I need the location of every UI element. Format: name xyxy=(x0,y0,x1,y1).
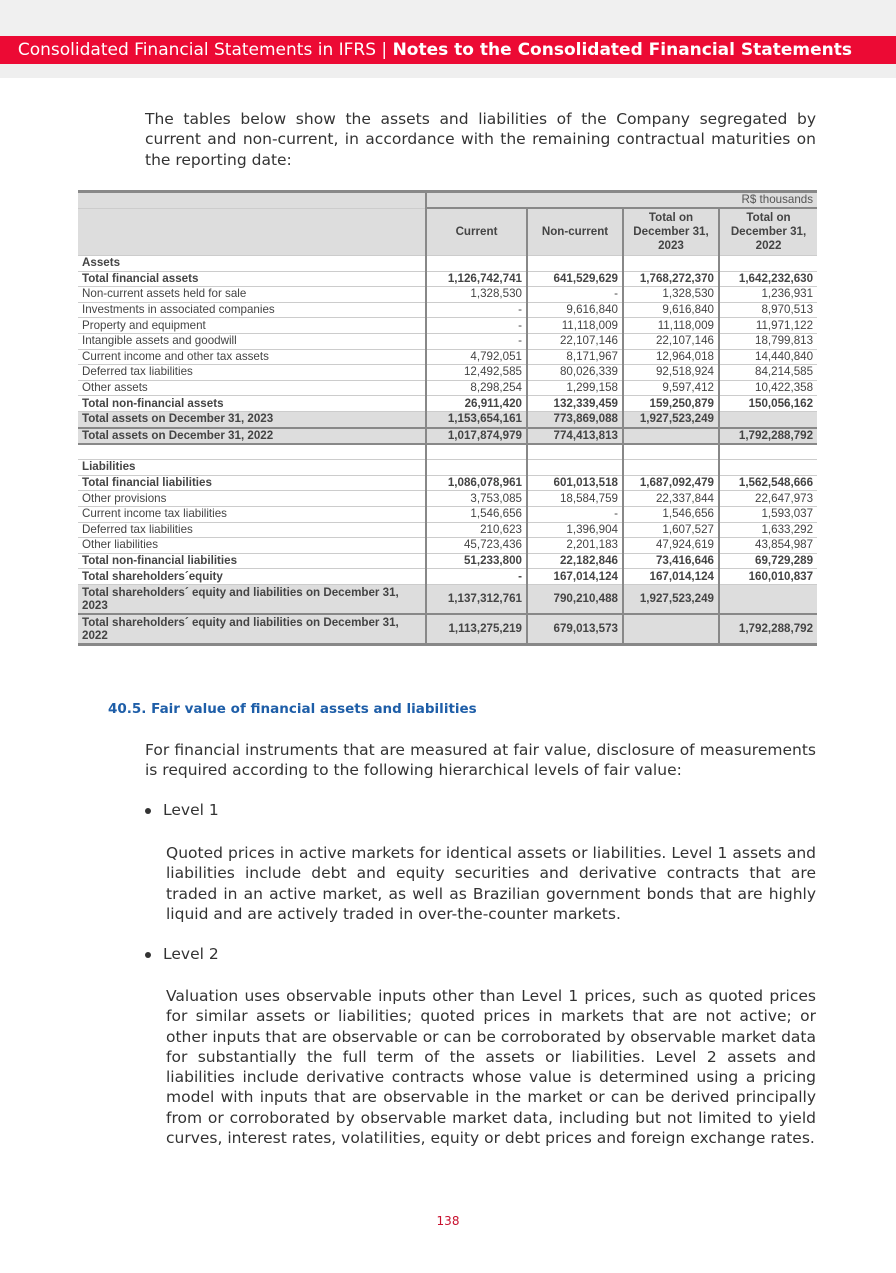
cell-value: 1,607,527 xyxy=(623,522,719,538)
row-label: Current income and other tax assets xyxy=(78,349,426,365)
table-row xyxy=(78,522,817,538)
row-label: Other provisions xyxy=(78,491,426,507)
table-row xyxy=(78,349,817,365)
cell-value: 601,013,518 xyxy=(527,475,623,491)
cell-value: 22,647,973 xyxy=(719,491,817,507)
header-left: Consolidated Financial Statements in IFRS xyxy=(17,40,377,60)
cell-value: 1,396,904 xyxy=(527,522,623,538)
cell-value: 1,768,272,370 xyxy=(623,271,719,287)
row-label: Liabilities xyxy=(78,460,426,476)
col-total-2022: Total on December 31, 2022 xyxy=(719,208,817,256)
cell-value: 1,687,092,479 xyxy=(623,475,719,491)
cell-value xyxy=(719,444,817,460)
table-row xyxy=(78,271,817,287)
cell-value: 8,298,254 xyxy=(426,380,527,396)
cell-value: - xyxy=(527,287,623,303)
cell-value: 9,597,412 xyxy=(623,380,719,396)
assets-liabilities-table xyxy=(78,190,817,646)
cell-value xyxy=(719,256,817,272)
cell-value: 4,792,051 xyxy=(426,349,527,365)
cell-value: 1,328,530 xyxy=(426,287,527,303)
table-row xyxy=(78,475,817,491)
cell-value: 11,971,122 xyxy=(719,318,817,334)
cell-value: 167,014,124 xyxy=(527,569,623,585)
cell-value: 69,729,289 xyxy=(719,553,817,569)
cell-value: 11,118,009 xyxy=(623,318,719,334)
cell-value: 92,518,924 xyxy=(623,365,719,381)
cell-value: - xyxy=(527,506,623,522)
bullet-icon xyxy=(145,952,151,958)
cell-value xyxy=(426,460,527,476)
cell-value: 84,214,585 xyxy=(719,365,817,381)
row-label xyxy=(78,444,426,460)
cell-value xyxy=(623,428,719,445)
cell-value: 1,153,654,161 xyxy=(426,411,527,427)
row-label: Total assets on December 31, 2023 xyxy=(78,411,426,427)
cell-value: 1,593,037 xyxy=(719,506,817,522)
unit-row xyxy=(78,192,817,209)
cell-value: 80,026,339 xyxy=(527,365,623,381)
header-row xyxy=(78,208,817,256)
cell-value: 1,299,158 xyxy=(527,380,623,396)
cell-value: 8,970,513 xyxy=(719,302,817,318)
table-row xyxy=(78,302,817,318)
table-row xyxy=(78,396,817,412)
col-current: Current xyxy=(426,208,527,256)
table-row xyxy=(78,569,817,585)
cell-value: 18,584,759 xyxy=(527,491,623,507)
cell-value: 774,413,813 xyxy=(527,428,623,445)
cell-value xyxy=(623,256,719,272)
cell-value: 773,869,088 xyxy=(527,411,623,427)
table-row xyxy=(78,584,817,614)
table-row xyxy=(78,380,817,396)
cell-value: 679,013,573 xyxy=(527,614,623,645)
cell-value: 45,723,436 xyxy=(426,538,527,554)
table-row xyxy=(78,553,817,569)
intro-paragraph: The tables below show the assets and liabilities of the Company segregated by current and non-current, in accordance with the remaining contractual maturities on the reporting date: xyxy=(145,110,816,169)
cell-value: 1,328,530 xyxy=(623,287,719,303)
table-row xyxy=(78,411,817,427)
cell-value: - xyxy=(426,569,527,585)
table-row xyxy=(78,460,817,476)
table-row xyxy=(78,538,817,554)
cell-value xyxy=(426,256,527,272)
row-label: Deferred tax liabilities xyxy=(78,522,426,538)
cell-value: 167,014,124 xyxy=(623,569,719,585)
cell-value: 159,250,879 xyxy=(623,396,719,412)
row-label: Current income tax liabilities xyxy=(78,506,426,522)
cell-value: 12,964,018 xyxy=(623,349,719,365)
cell-value xyxy=(527,444,623,460)
cell-value: 22,107,146 xyxy=(527,333,623,349)
row-label: Intangible assets and goodwill xyxy=(78,333,426,349)
cell-value: 150,056,162 xyxy=(719,396,817,412)
table-row xyxy=(78,491,817,507)
cell-value: 47,924,619 xyxy=(623,538,719,554)
col-total-2023: Total on December 31, 2023 xyxy=(623,208,719,256)
cell-value: 1,546,656 xyxy=(426,506,527,522)
row-label: Total non-financial liabilities xyxy=(78,553,426,569)
cell-value: 1,017,874,979 xyxy=(426,428,527,445)
table-row xyxy=(78,428,817,445)
level-1-label: Level 1 xyxy=(163,801,219,819)
cell-value: 1,113,275,219 xyxy=(426,614,527,645)
cell-value: 8,171,967 xyxy=(527,349,623,365)
cell-value: 1,642,232,630 xyxy=(719,271,817,287)
table-row xyxy=(78,506,817,522)
row-label: Total assets on December 31, 2022 xyxy=(78,428,426,445)
level-1-bullet xyxy=(145,801,219,819)
row-label: Non-current assets held for sale xyxy=(78,287,426,303)
cell-value: 641,529,629 xyxy=(527,271,623,287)
page-number: 138 xyxy=(436,1214,460,1228)
bullet-icon xyxy=(145,808,151,814)
header-banner xyxy=(0,36,896,64)
row-label: Total shareholders´ equity and liabilities on December 31, 2022 xyxy=(78,614,426,645)
row-label: Property and equipment xyxy=(78,318,426,334)
cell-value: 43,854,987 xyxy=(719,538,817,554)
cell-value: 1,792,288,792 xyxy=(719,614,817,645)
cell-value xyxy=(719,460,817,476)
table-row xyxy=(78,256,817,272)
table-row xyxy=(78,614,817,645)
cell-value: 1,126,742,741 xyxy=(426,271,527,287)
table-row xyxy=(78,365,817,381)
row-label: Deferred tax liabilities xyxy=(78,365,426,381)
unit-label: R$ thousands xyxy=(426,192,817,209)
level-2-text: Valuation uses observable inputs other than Level 1 prices, such as quoted prices for similar assets or liabilities; quoted prices in markets that are not active; or other inputs that are observable or can be corroborated by observable market data for substantially the full term of the assets or liabilities. Level 2 assets and liabilities include derivative contracts whose value is determined using a pricing model with inputs that are observable in the market or can be derived principally from or corroborated by observable market data, including but not limited to yield curves, interest rates, volatilities, equity or debt prices and foreign exchange rates. xyxy=(166,987,816,1148)
cell-value: 1,927,523,249 xyxy=(623,584,719,614)
cell-value: 9,616,840 xyxy=(527,302,623,318)
table-row xyxy=(78,287,817,303)
cell-value: 1,633,292 xyxy=(719,522,817,538)
cell-value: 22,182,846 xyxy=(527,553,623,569)
level-2-bullet xyxy=(145,945,219,963)
header-separator: | xyxy=(376,40,393,60)
cell-value: 2,201,183 xyxy=(527,538,623,554)
row-label: Total financial assets xyxy=(78,271,426,287)
cell-value: 14,440,840 xyxy=(719,349,817,365)
col-non-current: Non-current xyxy=(527,208,623,256)
cell-value xyxy=(623,614,719,645)
cell-value: 18,799,813 xyxy=(719,333,817,349)
section-intro: For financial instruments that are measured at fair value, disclosure of measurements is required according to the following hierarchical levels of fair value: xyxy=(145,741,816,780)
section-heading: 40.5. Fair value of financial assets and liabilities xyxy=(108,701,477,717)
cell-value: 73,416,646 xyxy=(623,553,719,569)
row-label: Total shareholders´ equity and liabilities on December 31, 2023 xyxy=(78,584,426,614)
cell-value xyxy=(527,256,623,272)
row-label: Other assets xyxy=(78,380,426,396)
table-row xyxy=(78,318,817,334)
header-right: Notes to the Consolidated Financial Statements xyxy=(392,40,852,60)
cell-value: 22,337,844 xyxy=(623,491,719,507)
cell-value: 160,010,837 xyxy=(719,569,817,585)
cell-value xyxy=(623,460,719,476)
cell-value: 51,233,800 xyxy=(426,553,527,569)
cell-value xyxy=(719,411,817,427)
header-strip xyxy=(0,64,896,78)
cell-value xyxy=(527,460,623,476)
cell-value: 1,086,078,961 xyxy=(426,475,527,491)
level-2-label: Level 2 xyxy=(163,945,219,963)
row-label: Total non-financial assets xyxy=(78,396,426,412)
cell-value: 3,753,085 xyxy=(426,491,527,507)
cell-value: 210,623 xyxy=(426,522,527,538)
cell-value: 790,210,488 xyxy=(527,584,623,614)
cell-value: 1,236,931 xyxy=(719,287,817,303)
row-label: Investments in associated companies xyxy=(78,302,426,318)
cell-value: 9,616,840 xyxy=(623,302,719,318)
cell-value xyxy=(426,444,527,460)
row-label: Total shareholders´equity xyxy=(78,569,426,585)
cell-value: 1,562,548,666 xyxy=(719,475,817,491)
row-label: Assets xyxy=(78,256,426,272)
cell-value: - xyxy=(426,318,527,334)
table-row xyxy=(78,333,817,349)
cell-value: 22,107,146 xyxy=(623,333,719,349)
cell-value: - xyxy=(426,302,527,318)
cell-value: 1,137,312,761 xyxy=(426,584,527,614)
row-label: Other liabilities xyxy=(78,538,426,554)
cell-value: 1,792,288,792 xyxy=(719,428,817,445)
table-row xyxy=(78,444,817,460)
cell-value: 12,492,585 xyxy=(426,365,527,381)
row-label: Total financial liabilities xyxy=(78,475,426,491)
cell-value: 26,911,420 xyxy=(426,396,527,412)
cell-value: 1,546,656 xyxy=(623,506,719,522)
cell-value: 11,118,009 xyxy=(527,318,623,334)
cell-value: - xyxy=(426,333,527,349)
cell-value: 1,927,523,249 xyxy=(623,411,719,427)
cell-value: 10,422,358 xyxy=(719,380,817,396)
cell-value xyxy=(623,444,719,460)
level-1-text: Quoted prices in active markets for identical assets or liabilities. Level 1 assets and liabilities include debt and equity securities and derivative contracts that are traded in an active market, as well as Brazilian government bonds that are highly liquid and are actively traded in over-the-counter markets. xyxy=(166,844,816,923)
cell-value xyxy=(719,584,817,614)
top-margin xyxy=(0,0,896,36)
cell-value: 132,339,459 xyxy=(527,396,623,412)
